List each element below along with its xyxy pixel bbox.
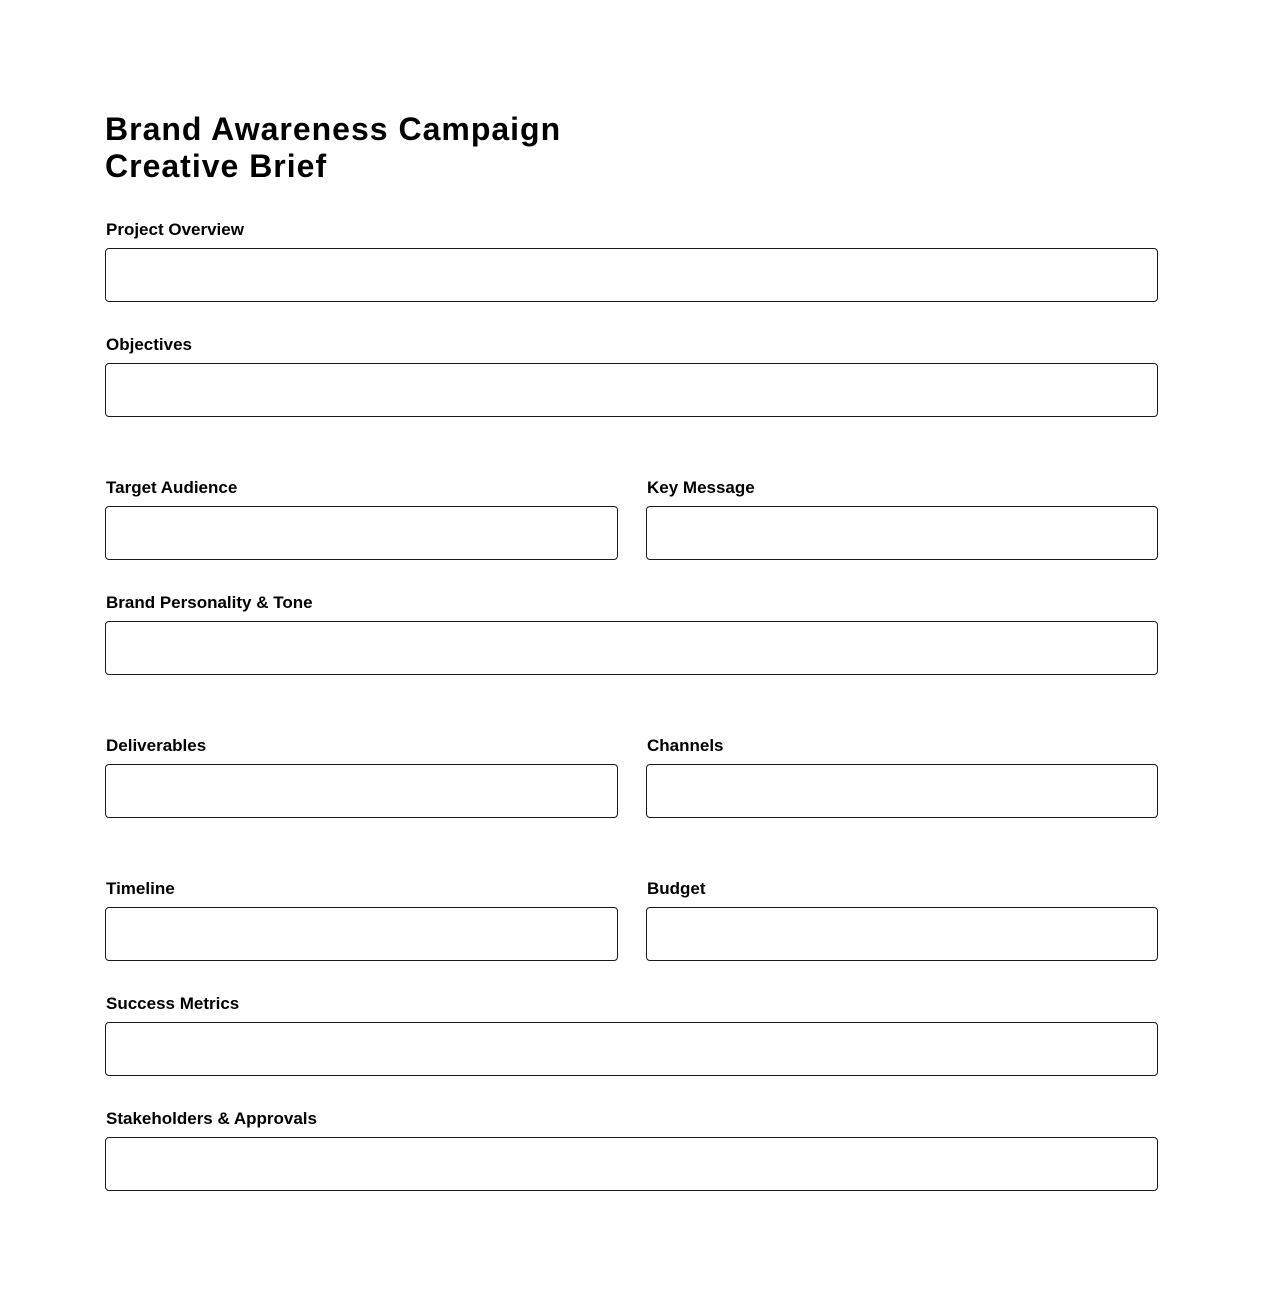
objectives-input[interactable] <box>105 363 1158 417</box>
key-message-field <box>646 478 1158 560</box>
project-overview-input[interactable] <box>105 248 1158 302</box>
title-line-1: Brand Awareness Campaign <box>105 111 562 147</box>
success-metrics-input[interactable] <box>105 1022 1158 1076</box>
stakeholders-label: Stakeholders & Approvals <box>106 1109 317 1128</box>
deliverables-input[interactable] <box>105 764 618 818</box>
key-message-input[interactable] <box>646 506 1158 560</box>
objectives-field <box>105 335 1158 417</box>
stakeholders-field <box>105 1109 1158 1191</box>
timeline-input[interactable] <box>105 907 618 961</box>
success-metrics-label: Success Metrics <box>106 994 240 1013</box>
success-metrics-field <box>105 994 1158 1076</box>
channels-label: Channels <box>647 736 724 755</box>
key-message-label: Key Message <box>647 478 755 497</box>
budget-input[interactable] <box>646 907 1158 961</box>
brand-personality-field <box>105 593 1158 675</box>
deliverables-field <box>105 736 618 818</box>
project-overview-field <box>105 220 1158 302</box>
brand-personality-input[interactable] <box>105 621 1158 675</box>
stakeholders-input[interactable] <box>105 1137 1158 1191</box>
project-overview-label: Project Overview <box>106 220 244 239</box>
target-audience-input[interactable] <box>105 506 618 560</box>
timeline-label: Timeline <box>106 879 175 898</box>
title-line-2: Creative Brief <box>105 148 328 184</box>
timeline-field <box>105 879 618 961</box>
channels-input[interactable] <box>646 764 1158 818</box>
channels-field <box>646 736 1158 818</box>
budget-label: Budget <box>647 879 706 898</box>
page-title <box>105 111 705 185</box>
target-audience-field <box>105 478 618 560</box>
target-audience-label: Target Audience <box>106 478 238 497</box>
budget-field <box>646 879 1158 961</box>
objectives-label: Objectives <box>106 335 192 354</box>
deliverables-label: Deliverables <box>106 736 207 755</box>
brand-personality-label: Brand Personality & Tone <box>106 593 313 612</box>
